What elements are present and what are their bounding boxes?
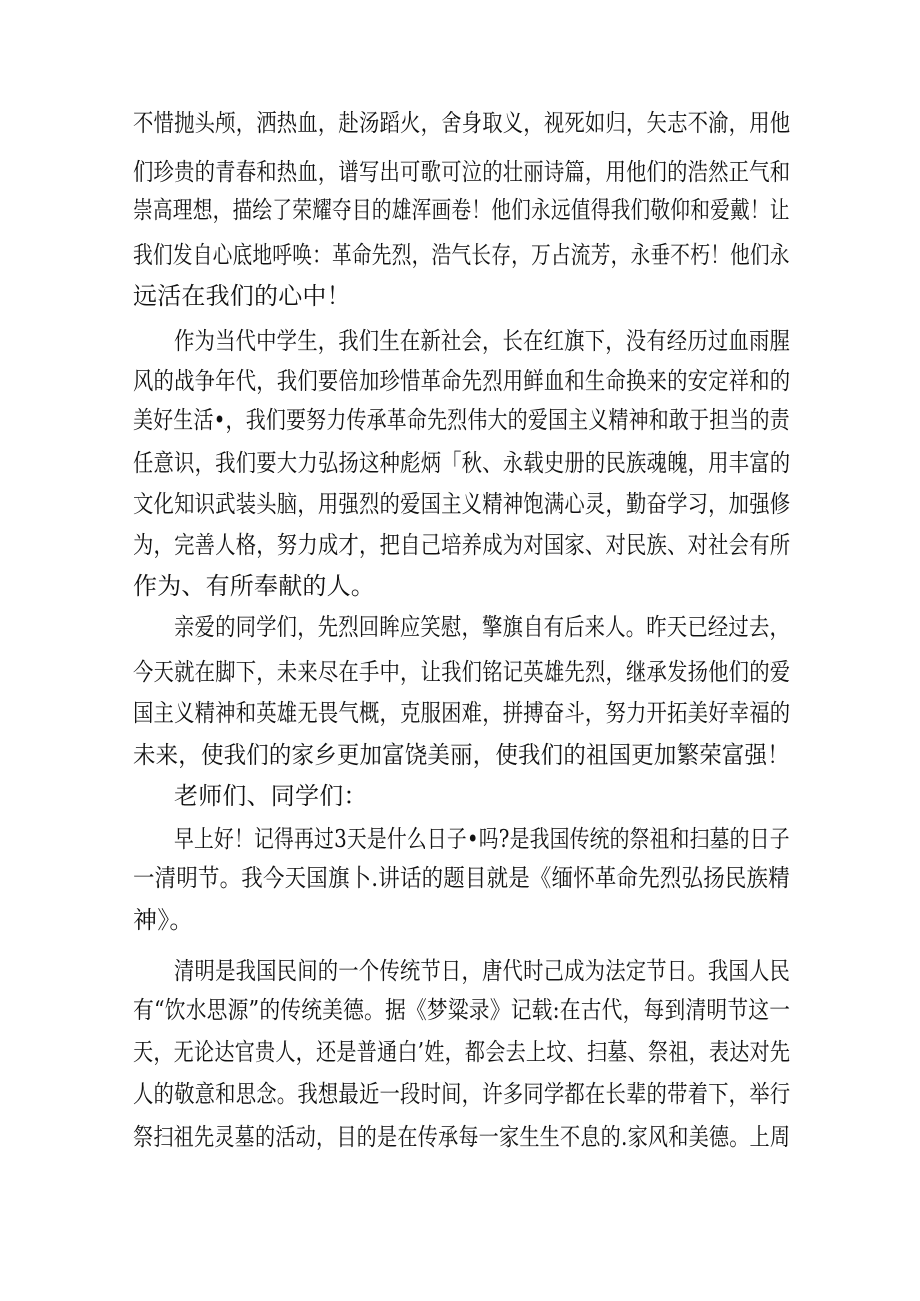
text-line-11: 为，完善人格，努力成才，把自己培养成为对国家、对民族、对社会有所 bbox=[133, 531, 791, 559]
text-line-17: 老师们、同学们： bbox=[174, 782, 368, 810]
text-line-13: 亲爱的同学们，先烈回眸应笑慰，擎旗自有后来人。昨天已经过去， bbox=[174, 613, 791, 641]
text-line-1: 不惜抛头颅，洒热血，赴汤蹈火，舍身取义，视死如归，矢志不渝，用他 bbox=[133, 109, 791, 137]
text-line-15: 国主义精神和英雄无畏气概，克服困难，拼搏奋斗，努力开拓美好幸福的 bbox=[133, 699, 791, 727]
text-line-18: 早上好！记得再过3天是什么日子•吗?是我国传统的祭祖和扫墓的日子 bbox=[174, 825, 790, 853]
text-line-4: 我们发自心底地呼唤：革命先烈，浩气长存，万占流芳，永垂不朽！他们永 bbox=[133, 241, 790, 269]
text-line-9: 任意识，我们要大力弘扬这种彪炳「秋、永载史册的民族魂魄，用丰富的 bbox=[133, 449, 791, 477]
text-line-21: 清明是我国民间的一个传统节日，唐代时己成为法定节日。我国人民 bbox=[174, 957, 791, 985]
text-line-23: 天，无论达官贵人，还是普通白’姓，都会去上坟、扫墓、祭祖，表达对先 bbox=[133, 1038, 791, 1066]
text-line-12: 作为、有所奉献的人。 bbox=[133, 572, 375, 600]
text-line-3: 崇高理想，描绘了荣耀夺目的雄浑画卷！他们永远值得我们敬仰和爱戴！让 bbox=[133, 196, 790, 224]
text-line-10: 文化知识武装头脑，用强烈的爱国主义精神饱满心灵，勤奋学习，加强修 bbox=[133, 490, 791, 518]
text-line-14: 今天就在脚下，未来尽在手中，让我们铭记英雄先烈，继承发扬他们的爱 bbox=[133, 658, 791, 686]
text-line-19: 一清明节。我今天国旗卜.讲话的题目就是《缅怀革命先烈弘扬民族精 bbox=[133, 864, 790, 892]
text-line-5: 远活在我们的心中！ bbox=[133, 282, 351, 310]
text-line-8: 美好生活•，我们要努力传承革命先烈伟大的爱国主义精神和敢于担当的责 bbox=[133, 406, 790, 434]
text-line-20: 神》。 bbox=[133, 906, 194, 934]
text-line-2: 们珍贵的青春和热血，谱写出可歌可泣的壮丽诗篇，用他们的浩然正气和 bbox=[133, 158, 791, 186]
text-line-16: 未来，使我们的家乡更加富饶美丽，使我们的祖国更加繁荣富强！ bbox=[133, 741, 790, 769]
text-line-25: 祭扫祖先灵墓的活动，目的是在传承每一家生生不息的.家风和美德。上周 bbox=[133, 1123, 791, 1151]
text-line-7: 风的战争年代，我们要倍加珍惜革命先烈用鲜血和生命换来的安定祥和的 bbox=[133, 367, 791, 395]
text-line-24: 人的敬意和思念。我想最近一段时间，许多同学都在长辈的带着下，举行 bbox=[133, 1080, 791, 1108]
text-line-22: 有“饮水思源”的传统美德。据《梦粱录》记载:在古代，每到清明节这一 bbox=[133, 996, 791, 1024]
text-line-6: 作为当代中学生，我们生在新社会，长在红旗下，没有经历过血雨腥 bbox=[174, 327, 791, 355]
